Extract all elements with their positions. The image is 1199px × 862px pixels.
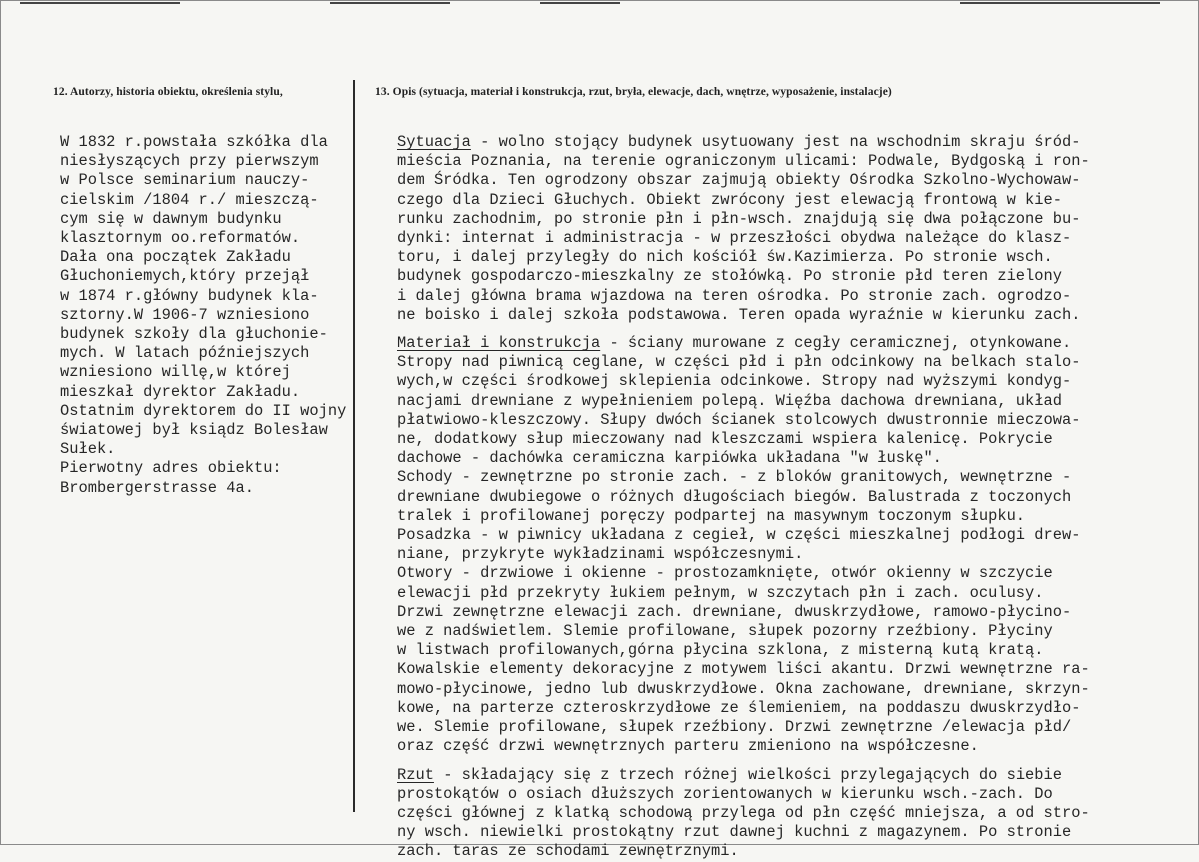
top-edge-mark — [20, 2, 180, 4]
field-13-label: 13. Opis (sytuacja, materiał i konstrukcja, rzut, bryła, elewacje, dach, wnętrze, wyposażenie, instalacje) — [375, 86, 892, 98]
sytuacja-body: - wolno stojący budynek usytuowany jest na wschodnim skraju śród- mieścia Poznania, na terenie ograniczonym ulicami: Podwale, Bydgoską i ron- dem Śródka. Ten ogrodzony obszar zajmują obiekty Ośrodka Szkolno-Wychowaw- czego dla Dzieci Głuchych. Obiekt zwrócony jest elewacją frontową w kie- runku zachodnim, po stronie płn i płn-wsch. znajdują się dwa połączone bu- dynki: internat i administracja - w przeszłości obydwa należące do klasz- toru, i dalej przyległy do nich kościół św.Kazimierza. Po stronie wsch. budynek gospodarczo-mieszkalny ze stołówką. Po stronie płd teren zielony i dalej główna brama wjazdowa na teren ośrodka. Po stronie zach. ogrodzo- ne boisko i dalej szkoła podstawowa. Teren opada wyraźnie w kierunku zach. — [397, 133, 1090, 324]
top-edge-mark — [330, 2, 450, 4]
field-12-label: 12. Autorzy, historia obiektu, określenia stylu, — [53, 86, 283, 98]
description-column — [397, 133, 1167, 862]
rzut-body: - składający się z trzech różnej wielkości przylegających do siebie prostokątów o osiach dłuższych zorientowanych w kierunku wsch.-zach. Do części głównej z klatką schodową przylega od płn część mniejsza, a od stro- ny wsch. niewielki prostokątny rzut dawnej kuchni z magazynem. Po stronie zach. taras ze schodami zewnętrznymi. — [397, 765, 1090, 861]
top-edge-mark — [960, 2, 1160, 4]
rzut-paragraph — [397, 766, 1167, 862]
material-paragraph — [397, 334, 1167, 756]
sytuacja-paragraph — [397, 133, 1167, 325]
material-body: - ściany murowane z cegły ceramicznej, otynkowane. Stropy nad piwnicą ceglane, w części płd i płn odcinkowy na belkach stalo- wych,w części środkowej sklepienia odcinkowe. Stropy nad wyższymi kondyg- nacjami drewniane z wypełnieniem polepą. Więźba dachowa drewniana, układ płatwiowo-kleszczowy. Słupy dwóch ścianek stolcowych dwustronnie mieczowa- ne, dodatkowy słup mieczowany nad kleszczami wspiera kalenicę. Pokrycie dachowe - dachówka ceramiczna karpiówka układana "w łuskę". Schody - zewnętrzne po stronie zach. - z bloków granitowych, wewnętrzne - drewniane dwubiegowe o różnych długościach biegów. Balustrada z toczonych tralek i profilowanej poręczy podpartej na masywnym toczonym słupku. Posadzka - w piwnicy układana z cegieł, w części mieszkalnej podłogi drew- niane, przykryte wykładzinami współczesnymi. Otwory - drzwiowe i okienne - prostozamknięte, otwór okienny w szczycie elewacji płd przekryty łukiem pełnym, w szczytach płn i zach. oculusy. Drzwi zewnętrzne elewacji zach. drewniane, dwuskrzydłowe, ramowo-płycino- we z nadświetlem. Slemie profilowane, słupek pozorny rzeźbiony. Płyciny w listwach profilowanych,górna płycina szklona, z misterną kutą kratą. Kowalskie elementy dekoracyjne z motywem liści akantu. Drzwi wewnętrzne ra- mowo-płycinowe, jedno lub dwuskrzydłowe. Okna zachowane, drewniane, skrzyn- kowe, na parterze czteroskrzydłowe ze ślemieniem, na poddaszu dwuskrzydło- we. Slemie profilowane, słupek rzeźbiony. Drzwi zewnętrzne /elewacja płd/ oraz część drzwi wewnętrznych parteru zmieniono na współczesne. — [397, 334, 1090, 756]
history-text: W 1832 r.powstała szkółka dla niesłyszących przy pierwszym w Polsce seminarium nauczy- cielskim /1804 r./ mieszczą- cym się w dawnym budynku klasztornym oo.reformatów. Dała ona początek Zakładu Głuchoniemych,który przejął w 1874 r.główny budynek kla- sztorny.W 1906-7 wzniesiono budynek szkoły dla głuchonie- mych. W latach późniejszych wzniesiono willę,w której mieszkał dyrektor Zakładu. Ostatnim dyrektorem do II wojny światowej był ksiądz Bolesław Sułek. Pierwotny adres obiektu: Brombergerstrasse 4a. — [60, 133, 347, 497]
rzut-heading: Rzut — [397, 765, 434, 784]
material-heading: Materiał i konstrukcja — [397, 334, 601, 353]
top-edge-mark — [540, 2, 620, 4]
sytuacja-heading: Sytuacja — [397, 133, 471, 151]
